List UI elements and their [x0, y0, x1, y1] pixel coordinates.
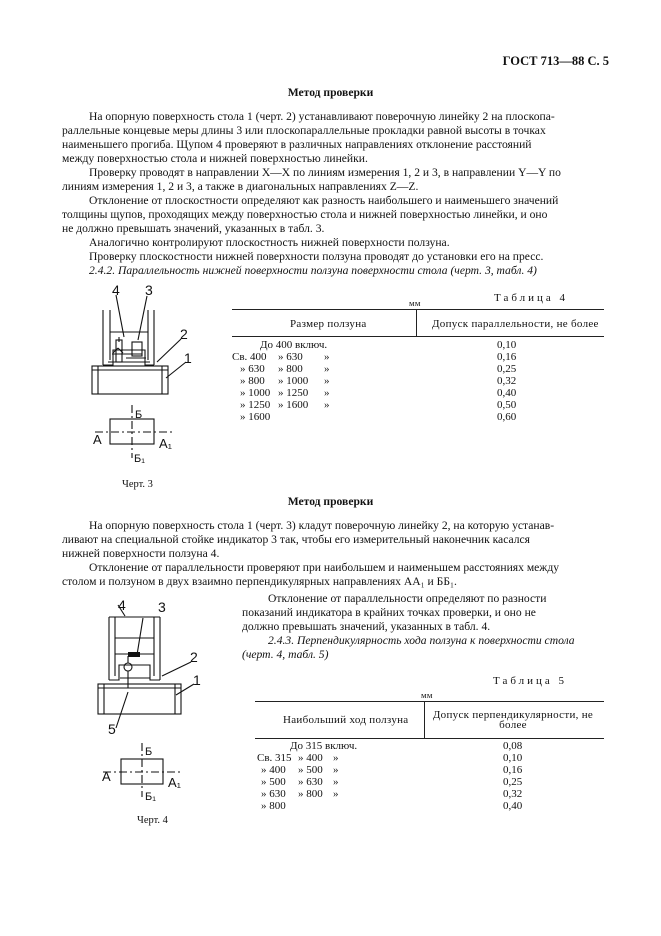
table5-value: 0,08 — [503, 740, 523, 752]
table5-col1-header: Наибольший ход ползуна — [283, 714, 409, 726]
paragraph-line: Проверку плоскостности нижней поверхности ползуна проводят до установки его на пресс. — [89, 250, 544, 263]
paragraph-line: между поверхностью стола и нижней поверхностью линейки. — [62, 152, 368, 165]
table4-cell: » 1000 — [240, 387, 271, 399]
table4-cell: » — [324, 363, 330, 375]
table5-cell: » 800 — [298, 788, 323, 800]
fig3-label-2: 2 — [180, 326, 188, 342]
table4-cell: Св. 400 — [232, 351, 267, 363]
table4-value: 0,60 — [497, 411, 517, 423]
table5-cell: » 400 — [261, 764, 286, 776]
paragraph-line: Аналогично контролируют плоскостность нижней поверхности ползуна. — [89, 236, 450, 249]
table5-cell: » 630 — [261, 788, 286, 800]
fig4-label-2: 2 — [190, 649, 198, 665]
table5-cell: Св. 315 — [257, 752, 292, 764]
table4-col1-header: Размер ползуна — [290, 318, 367, 330]
paragraph-line: ливают на специальной стойке индикатор 3 так, чтобы его измерительный наконечник касался — [62, 533, 531, 546]
clause-heading: 2.4.3. Перпендикулярность хода ползуна к поверхности стола — [268, 634, 575, 647]
table4-unit: мм — [409, 298, 421, 308]
paragraph-line: Отклонение от параллельности определяют по разности — [268, 592, 547, 605]
paragraph-line: линиям измерения 1, 2 и 3, а также в диагональных направлениях Z—Z. — [62, 180, 419, 193]
fig3-label-a1: А₁ — [159, 436, 173, 451]
table5-cell: » — [333, 788, 339, 800]
table4-cell: » 1000 — [278, 375, 309, 387]
fig4-label-1: 1 — [193, 672, 201, 688]
fig3-label-4: 4 — [112, 282, 120, 298]
fig3-label-1: 1 — [184, 350, 192, 366]
table5-value: 0,10 — [503, 752, 523, 764]
paragraph-line: столом и ползуном в двух взаимно перпендикулярных направлениях АА₁ и ББ₁. — [62, 575, 457, 588]
table4-cell: » 1600 — [278, 399, 309, 411]
fig4-label-3: 3 — [158, 599, 166, 615]
figure-4-caption: Черт. 4 — [137, 815, 168, 826]
table4-cell: » 1600 — [240, 411, 271, 423]
fig4-label-b: Б — [145, 746, 153, 758]
table5-col2-header-line2: более — [499, 719, 527, 731]
paragraph-line: толщины щупов, проходящих между поверхностью стола и нижней поверхностью линейки, и оно — [62, 208, 548, 221]
table5-value: 0,25 — [503, 776, 523, 788]
table5-cell: » 400 — [298, 752, 323, 764]
paragraph-line: раллельные концевые меры длины 3 или плоскопараллельные прокладки равной высоты в точках — [62, 124, 546, 137]
table5-cell: До 315 включ. — [290, 740, 358, 752]
table5-cell: » — [333, 764, 339, 776]
fig4-label-b1: Б₁ — [145, 791, 156, 803]
table4-cell: » — [324, 375, 330, 387]
clause-heading: (черт. 4, табл. 5) — [242, 648, 329, 661]
table4-cell: » 630 — [278, 351, 303, 363]
table4-cell: » 800 — [240, 375, 265, 387]
clause-heading: 2.4.2. Параллельность нижней поверхности ползуна поверхности стола (черт. 3, табл. 4) — [89, 264, 537, 277]
paragraph-line: На опорную поверхность стола 1 (черт. 3) кладут поверочную линейку 2, на которую устанав- — [89, 519, 555, 532]
fig4-label-a: А — [102, 769, 111, 784]
fig3-label-3: 3 — [145, 282, 153, 298]
table4-cell: До 400 включ. — [260, 339, 328, 351]
table4-cell: » 630 — [240, 363, 265, 375]
table5-unit: мм — [421, 690, 433, 700]
fig3-label-b: Б — [135, 409, 143, 421]
table4-value: 0,10 — [497, 339, 517, 351]
paragraph-line: Отклонение от плоскостности определяют как разность наибольшего и наименьшего значений — [89, 194, 559, 207]
paragraph-line: Проверку проводят в направлении X—X по линиям измерения 1, 2 и 3, в направлении Y—Y по — [89, 166, 561, 179]
paragraph-line: На опорную поверхность стола 1 (черт. 2) устанавливают поверочную линейку 2 на плоскопа- — [89, 110, 555, 123]
figure-3-caption: Черт. 3 — [122, 479, 153, 490]
paragraph-line: нижней поверхности ползуна 4. — [62, 547, 220, 560]
fig4-label-4: 4 — [118, 597, 126, 613]
table4-value: 0,40 — [497, 387, 517, 399]
paragraph-line: Отклонение от параллельности проверяют при наибольшем и наименьшем расстояниях между — [89, 561, 560, 574]
paragraph-line: показаний индикатора в крайних точках проверки, и оно не — [242, 606, 536, 619]
paragraph-line: должно превышать значений, указанных в табл. 4. — [242, 620, 491, 633]
table4-value: 0,16 — [497, 351, 517, 363]
fig3-label-a: А — [93, 432, 102, 447]
table5-cell: » 630 — [298, 776, 323, 788]
section-title: Метод проверки — [287, 86, 374, 99]
table5-title: Таблица 5 — [493, 675, 568, 687]
fig4-label-5: 5 — [108, 721, 116, 737]
table4-col2-header: Допуск параллельности, не более — [432, 318, 599, 330]
table5-cell: » — [333, 752, 339, 764]
paragraph-line: наименьшего прогиба. Щупом 4 проверяют в различных направлениях отклонение расстояний — [62, 138, 532, 151]
table5-cell: » 500 — [298, 764, 323, 776]
table4-cell: » 1250 — [278, 387, 309, 399]
table5-value: 0,32 — [503, 788, 523, 800]
table5-value: 0,40 — [503, 800, 523, 812]
table5-cell: » 500 — [261, 776, 286, 788]
table4-value: 0,25 — [497, 363, 517, 375]
table4-cell: » 1250 — [240, 399, 271, 411]
table4-cell: » — [324, 399, 330, 411]
table4-cell: » 800 — [278, 363, 303, 375]
fig3-label-b1: Б₁ — [134, 453, 145, 465]
table4-cell: » — [324, 387, 330, 399]
table4-value: 0,32 — [497, 375, 517, 387]
page-header: ГОСТ 713—88 С. 5 — [502, 54, 609, 68]
table5-col2-header-line1: Допуск перпендикулярности, не — [432, 709, 594, 721]
fig4-label-a1: А₁ — [168, 775, 182, 790]
table5-cell: » — [333, 776, 339, 788]
table4-title: Таблица 4 — [494, 292, 569, 304]
table5-value: 0,16 — [503, 764, 523, 776]
paragraph-line: не должно превышать значений, указанных в табл. 3. — [62, 222, 325, 235]
table4-value: 0,50 — [497, 399, 517, 411]
table5-cell: » 800 — [261, 800, 286, 812]
table4-cell: » — [324, 351, 330, 363]
section-title: Метод проверки — [287, 495, 374, 508]
